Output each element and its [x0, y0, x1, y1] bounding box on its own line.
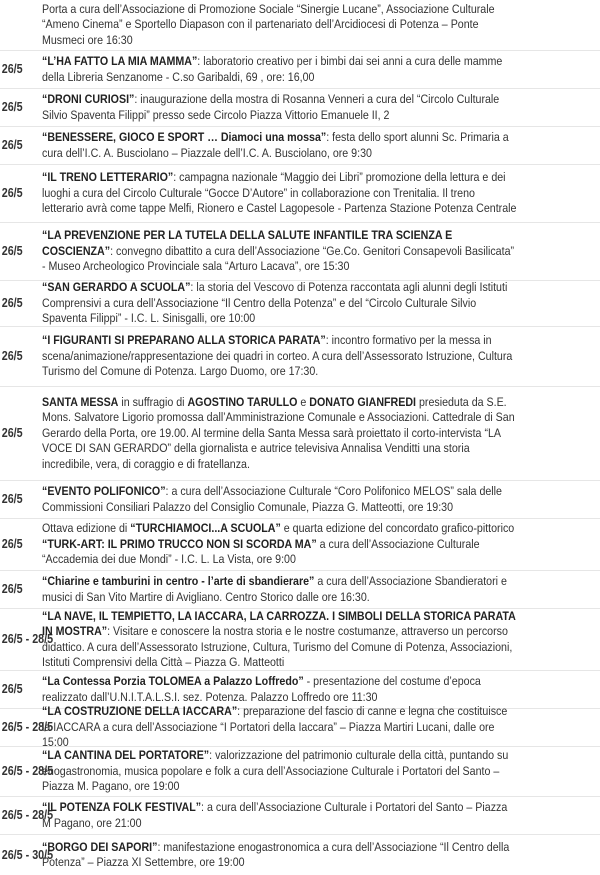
event-title-text: “Chiarine e tamburini in centro - l’arte di sbandierare”	[42, 574, 315, 589]
event-title-text: “EVENTO POLIFONICO”	[42, 484, 166, 499]
event-date: 26/5 - 28/5	[1, 632, 54, 646]
event-title-text: “BENESSERE, GIOCO E SPORT … Diamoci una mossa”	[42, 130, 327, 145]
event-title-text: “I FIGURANTI SI PREPARANO ALLA STORICA PARATA”	[42, 333, 326, 348]
event-description	[42, 2, 522, 48]
event-date: 26/5	[1, 349, 23, 363]
event-title-text: “LA COSTRUZIONE DELLA IACCARA”	[42, 704, 238, 719]
event-description	[42, 840, 522, 871]
event-title-text: “IL TRENO LETTERARIO”	[42, 170, 174, 185]
event-description	[42, 674, 522, 705]
event-row	[0, 50, 600, 88]
event-row	[0, 88, 600, 126]
event-body-text: : convegno dibattito a cura dell’Associazione “Ge.Co. Genitori Consapevoli Basilicata” - Museo Archeologico Provinciale sala “Arturo Lacava”, ore 15:30	[42, 243, 515, 274]
event-row	[0, 326, 600, 386]
event-date: 26/5	[1, 296, 23, 310]
event-body-text: : preparazione del fascio di canne e legna che costituisce la IACCARA a cura dell’Associazione “I Portatori della Iaccara” – Piazza Martiri Lucani, dalle ore 15:00	[42, 704, 508, 750]
event-title-text: “L’HA FATTO LA MIA MAMMA”	[42, 54, 198, 69]
event-row	[0, 670, 600, 708]
event-row	[0, 570, 600, 608]
event-description	[42, 54, 522, 85]
event-row	[0, 746, 600, 796]
event-date: 26/5	[1, 682, 23, 696]
event-date: 26/5	[1, 426, 23, 440]
event-date: 26/5 - 28/5	[1, 764, 54, 778]
event-title-text: “BORGO DEI SAPORI”	[42, 839, 158, 854]
event-description	[42, 521, 522, 567]
event-body-text: : la storia del Vescovo di Potenza raccontata agli alunni degli Istituti Comprensivi a cura dell’Associazione “Il Centro della Potenza” e del “Circolo Culturale Silvio Spaventa Filippi” - I.C. L. Sinisgalli, ore 10:00	[42, 280, 508, 326]
event-body-text: - presentazione del costume d’epoca realizzato dall’U.N.I.T.A.L.S.I. sez. Potenza. Palazzo Loffredo ore 11:30	[42, 674, 481, 704]
event-date: 26/5 - 28/5	[1, 808, 54, 822]
event-body-text: : manifestazione enogastronomica a cura dell’Associazione “Il Centro della Potenza” – Piazza XI Settembre, ore 19:00	[42, 839, 510, 869]
event-body-text: : valorizzazione del patrimonio culturale della città, puntando su enogastronomia, musica popolare e folk a cura dell’Associazione Culturale i Portatori del Santo – Piazza M. Pagano, ore 19:00	[42, 748, 509, 794]
event-description	[42, 395, 522, 472]
event-date: 26/5	[1, 582, 23, 596]
event-body-text: : a cura dell’Associazione Culturale i Portatori del Santo – Piazza M Pagano, ore 21:00	[42, 800, 508, 830]
event-body-text: e	[297, 394, 310, 409]
event-date: 26/5 - 28/5	[1, 720, 54, 734]
event-body-text: : campagna nazionale “Maggio dei Libri” promozione della lettura e dei luoghi a cura del Circolo Culturale “Gocce D’Autore” in collaborazione con Trenitalia. Il treno letterario avrà come tappe Melfi, Rionero e Castel Lagopesole - Partenza Stazione Potenza Centrale	[42, 170, 517, 216]
event-body-text: Ottava edizione di	[42, 521, 131, 536]
event-description	[42, 170, 522, 216]
event-description	[42, 704, 522, 750]
event-title-text: “IL POTENZA FOLK FESTIVAL”	[42, 800, 202, 815]
event-body-text: : laboratorio creativo per i bimbi dai sei anni a cura delle mamme della Libreria Senzanome - C.so Garibaldi, 69 , ore: 16,00	[42, 54, 503, 84]
event-date: 26/5	[1, 186, 23, 200]
event-body-text: : a cura dell’Associazione Culturale “Coro Polifonico MELOS” sala delle Commissioni Consiliari Palazzo del Consiglio Comunale, Piazza G. Matteotti, ore 19:30	[42, 484, 502, 514]
event-title-text: “LA PREVENZIONE PER LA TUTELA DELLA SALUTE INFANTILE TRA SCIENZA E COSCIENZA”	[42, 228, 453, 258]
event-body-text: a cura dell’Associazione Culturale “Accademia dei due Mondi” - I.C. L. La Vista, ore 9:00	[42, 536, 480, 567]
event-description	[42, 228, 522, 274]
event-body-text: : incontro formativo per la messa in scena/animazione/rappresentazione dei quadri in corteo. A cura dell’Assessorato Istruzione, Cultura Turismo del Comune di Potenza. Largo Duomo, ore 17:30.	[42, 333, 513, 379]
event-description	[42, 748, 522, 794]
event-body-text: : festa dello sport alunni Sc. Primaria a cura dell’I.C. A. Busciolano – Piazzale dell’I.C. A. Busciolano, ore 9:30	[42, 130, 509, 160]
event-date: 26/5	[1, 138, 23, 152]
event-title-text: “DRONI CURIOSI”	[42, 92, 135, 107]
event-title-text: “SAN GERARDO A SCUOLA”	[42, 280, 191, 295]
event-body-text: a cura dell’Associazione Sbandieratori e musici di San Vito Martire di Avigliano. Centro Storico dalle ore 16:30.	[42, 574, 507, 604]
event-row	[0, 386, 600, 480]
event-description	[42, 484, 522, 515]
event-body-text: e quarta edizione del concordato grafico-pittorico	[280, 521, 515, 536]
event-row	[0, 518, 600, 570]
event-title-text: “TURCHIAMOCI...A SCUOLA”	[130, 521, 281, 536]
event-title-text: DONATO GIANFREDI	[309, 394, 417, 409]
event-description	[42, 609, 522, 671]
event-title-text: SANTA MESSA	[42, 394, 119, 409]
event-description	[42, 800, 522, 831]
event-description	[42, 333, 522, 379]
event-row	[0, 126, 600, 164]
event-body-text: Porta a cura dell’Associazione di Promozione Sociale “Sinergie Lucane”, Associazione Culturale “Ameno Cinema” e Sportello Diapason con il partenariato dell’Arcidiocesi di Potenza – Ponte Musmeci ore 16:30	[42, 1, 495, 47]
event-row	[0, 704, 600, 750]
event-row	[0, 608, 600, 670]
event-row	[0, 0, 600, 50]
event-description	[42, 92, 522, 123]
event-body-text: : Visitare e conoscere la nostra storia e le nostre costumanze, attraverso un percorso didattico. A cura dell’Assessorato Istruzione, Cultura, Turismo del Comune di Potenza, Associazioni, Istituti Comprensivi della Città – Piazza G. Matteotti	[42, 624, 513, 669]
event-date: 26/5	[1, 100, 23, 114]
event-title-text: AGOSTINO TARULLO	[187, 394, 298, 409]
event-row	[0, 796, 600, 834]
event-row	[0, 834, 600, 875]
event-description	[42, 130, 522, 161]
event-date: 26/5	[1, 492, 23, 506]
event-description	[42, 280, 522, 326]
event-date: 26/5	[1, 537, 23, 551]
event-row	[0, 222, 600, 280]
event-row	[0, 280, 600, 326]
event-title-text: “LA NAVE, IL TEMPIETTO, LA IACCARA, LA CARROZZA. I SIMBOLI DELLA STORICA PARATA IN MOSTRA”	[42, 608, 516, 639]
event-title-text: “La Contessa Porzia TOLOMEA a Palazzo Loffredo”	[42, 674, 304, 689]
event-title-text: “TURK-ART: IL PRIMO TRUCCO NON SI SCORDA MA”	[42, 536, 317, 551]
event-date: 26/5 - 30/5	[1, 847, 54, 862]
event-row	[0, 164, 600, 222]
event-title-text: “LA CANTINA DEL PORTATORE”	[42, 748, 210, 763]
event-body-text: : inaugurazione della mostra di Rosanna Venneri a cura del “Circolo Culturale Silvio Spaventa Filippi” presso sede Circolo Piazza Vittorio Emanuele II, 2	[42, 92, 500, 122]
event-description	[42, 574, 522, 605]
event-row	[0, 480, 600, 518]
event-body-text: presieduta da S.E. Mons. Salvatore Ligorio promossa dall’Amministrazione Comunale e Associazioni. Cattedrale di San Gerardo della Porta, ore 19.00. Al termine della Santa Messa sarà proiettato il corto-intervista “LA VOCE DI SAN GERARDO” della giornalista e autrice televisiva Annalisa Venditti una storia incredibile, vera, di coraggio e di fratellanza.	[42, 394, 515, 471]
event-body-text: in suffragio di	[118, 394, 188, 409]
event-date: 26/5	[1, 244, 23, 258]
event-date: 26/5	[1, 62, 23, 76]
